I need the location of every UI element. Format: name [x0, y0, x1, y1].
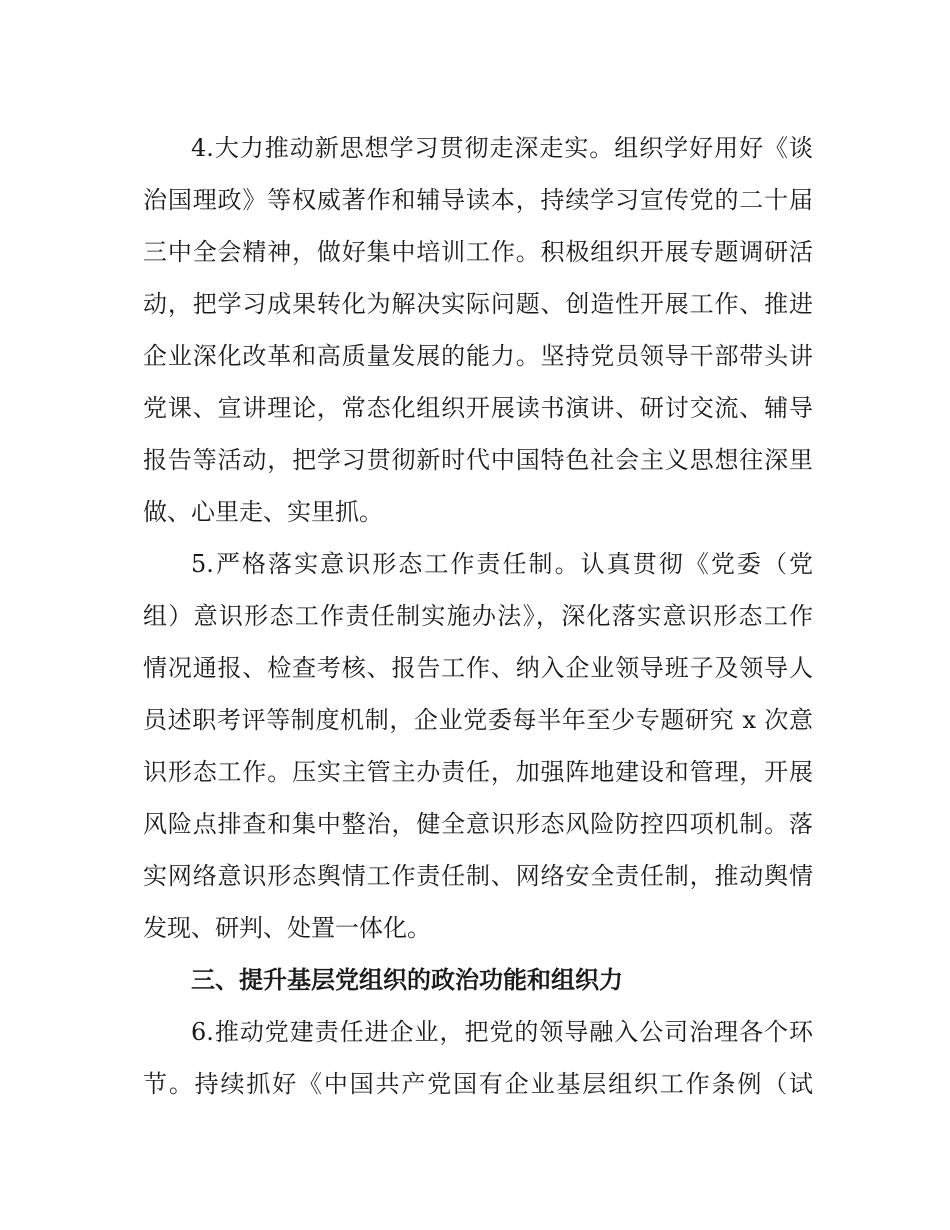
paragraph-line: 6.推动党建责任进企业，把党的领导融入公司治理各个环 — [191, 1018, 813, 1046]
paragraph-line: 报告等活动，把学习贯彻新时代中国特色社会主义思想往深里 — [143, 446, 813, 474]
paragraph-line: 治国理政》等权威著作和辅导读本，持续学习宣传党的二十届 — [143, 186, 813, 214]
paragraph-line: 5.严格落实意识形态工作责任制。认真贯彻《党委（党 — [191, 550, 813, 578]
paragraph-line: 组）意识形态工作责任制实施办法》，深化落实意识形态工作 — [143, 602, 813, 630]
section-heading: 三、提升基层党组织的政治功能和组织力 — [191, 966, 623, 994]
paragraph-line: 发现、研判、处置一体化。 — [143, 914, 431, 942]
paragraph-line: 企业深化改革和高质量发展的能力。坚持党员领导干部带头讲 — [143, 342, 813, 370]
paragraph-line: 党课、宣讲理论，常态化组织开展读书演讲、研讨交流、辅导 — [143, 394, 813, 422]
paragraph-line: 识形态工作。压实主管主办责任，加强阵地建设和管理，开展 — [143, 758, 813, 786]
paragraph-line: 4.大力推动新思想学习贯彻走深走实。组织学好用好《谈 — [191, 134, 813, 162]
paragraph-line: 风险点排查和集中整治，健全意识形态风险防控四项机制。落 — [143, 810, 813, 838]
paragraph-line: 动，把学习成果转化为解决实际问题、创造性开展工作、推进 — [143, 290, 813, 318]
paragraph-line: 实网络意识形态舆情工作责任制、网络安全责任制，推动舆情 — [143, 862, 813, 890]
paragraph-line: 做、心里走、实里抓。 — [143, 498, 383, 526]
paragraph-line: 情况通报、检查考核、报告工作、纳入企业领导班子及领导人 — [143, 654, 813, 682]
paragraph-line: 三中全会精神，做好集中培训工作。积极组织开展专题调研活 — [143, 238, 813, 266]
paragraph-line: 节。持续抓好《中国共产党国有企业基层组织工作条例（试 — [143, 1070, 813, 1098]
paragraph-line: 员述职考评等制度机制，企业党委每半年至少专题研究 x 次意 — [143, 706, 813, 734]
